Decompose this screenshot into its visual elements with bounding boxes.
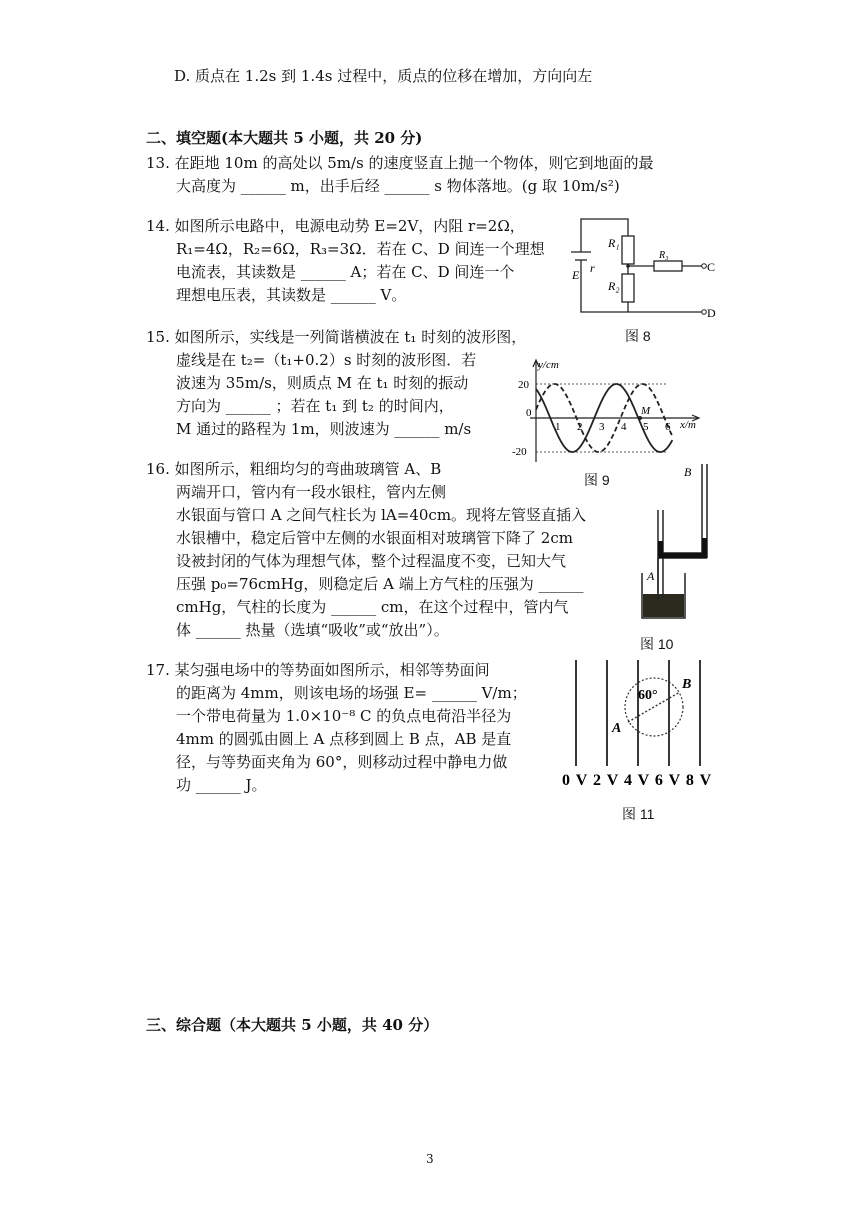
q17-line-2: 的距离为 4mm，则该电场的场强 E= ______ V/m； (176, 684, 527, 702)
tick-origin: 0 (526, 407, 532, 419)
label-r: r (590, 261, 595, 275)
figure-9-wave (508, 354, 708, 466)
q13-line-2: 大高度为 ______ m，出手后经 ______ s 物体落地。(g 取 10m/s²) (176, 177, 620, 195)
label-a: A (647, 569, 655, 583)
label-angle: 60° (638, 688, 658, 703)
label-d: D (707, 306, 716, 320)
label-a: A (612, 721, 622, 736)
figure-11-equipotential (556, 656, 718, 792)
figure-10-caption: 图 10 (640, 636, 674, 652)
figure-8-caption: 图 8 (625, 328, 651, 344)
mercury-bottom (663, 553, 707, 558)
resistor-r1 (622, 236, 634, 264)
q17-line-3: 一个带电荷量为 1.0×10⁻⁸ C 的负点电荷沿半径为 (176, 707, 512, 725)
label-r1: R₁ (608, 236, 620, 250)
label-c: C (707, 260, 716, 274)
voltage-labels: 0 V 2 V 4 V 6 V 8 V (562, 772, 713, 789)
q15-line-5: M 通过的路程为 1m，则波速为 ______ m/s (176, 420, 472, 438)
tick-x-1: 1 (555, 421, 561, 433)
q16-line-8: 体 ______ 热量（选填“吸收”或“放出”）。 (176, 621, 449, 639)
label-e: E (572, 268, 580, 282)
q15-line-2: 虚线是在 t₂=（t₁+0.2）s 时刻的波形图．若 (176, 351, 477, 369)
q14-line-2: R₁=4Ω，R₂=6Ω，R₃=3Ω．若在 C、D 间连一个理想 (176, 240, 545, 258)
q16-line-7: cmHg，气柱的长度为 ______ cm，在这个过程中，管内气 (176, 598, 569, 616)
q17-line-5: 径，与等势面夹角为 60°，则移动过程中静电力做 (176, 753, 508, 771)
q16-line-4: 水银槽中，稳定后管中左侧的水银面相对玻璃管下降了 2cm (176, 529, 573, 547)
q17-line-1: 17. 某匀强电场中的等势面如图所示，相邻等势面间 (146, 661, 490, 679)
figure-10-tube (630, 458, 720, 628)
q13-line-1: 13. 在距地 10m 的高处以 5m/s 的速度竖直上抛一个物体，则它到地面的最 (146, 154, 654, 172)
label-r3: R₃ (659, 250, 669, 261)
q16-line-6: 压强 p₀=76cmHg，则稳定后 A 端上方气柱的压强为 ______ (176, 575, 584, 593)
axis-x-label: x/m (680, 419, 696, 431)
resistor-r2 (622, 274, 634, 302)
q17-line-6: 功 ______ J。 (176, 776, 267, 794)
q14-line-3: 电流表，其读数是 ______ A；若在 C、D 间连一个 (176, 263, 515, 281)
tick-x-3: 3 (599, 421, 605, 433)
label-m: M (641, 405, 651, 417)
label-b: B (684, 465, 692, 479)
q12-option-d: D. 质点在 1.2s 到 1.4s 过程中，质点的位移在增加，方向向左 (174, 67, 593, 85)
tick-x-6: 6 (665, 421, 671, 433)
figure-9-caption: 图 9 (584, 472, 610, 488)
q16-line-2: 两端开口，管内有一段水银柱，管内左侧 (176, 483, 447, 501)
tick-y-neg20: -20 (512, 446, 527, 458)
q15-line-1: 15. 如图所示，实线是一列简谐横波在 t₁ 时刻的波形图， (146, 328, 527, 346)
section3-title: 三、综合题（本大题共 5 小题，共 40 分） (146, 1016, 439, 1034)
q15-line-4: 方向为 ______ ；若在 t₁ 到 t₂ 的时间内， (176, 397, 454, 415)
figure-11-caption: 图 11 (622, 806, 655, 822)
mercury-left (658, 541, 663, 558)
q14-line-4: 理想电压表，其读数是 ______ V。 (176, 286, 407, 304)
q14-line-1: 14. 如图所示电路中，电源电动势 E=2V，内阻 r=2Ω， (146, 217, 525, 235)
figure-8-circuit (566, 214, 716, 320)
q16-line-3: 水银面与管口 A 之间气柱长为 lA=40cm。现将左管竖直插入 (176, 506, 587, 524)
q16-line-1: 16. 如图所示，粗细均匀的弯曲玻璃管 A、B (146, 460, 442, 478)
mercury-right (702, 538, 707, 558)
q15-line-3: 波速为 35m/s，则质点 M 在 t₁ 时刻的振动 (176, 374, 469, 392)
resistor-r3 (654, 261, 682, 271)
dotted-circle (625, 678, 683, 736)
tick-y-20: 20 (518, 379, 529, 391)
label-b: B (682, 677, 692, 692)
page-number: 3 (426, 1152, 434, 1166)
q16-line-5: 设被封闭的气体为理想气体，整个过程温度不变，已知大气 (176, 552, 567, 570)
label-r2: R₂ (608, 279, 620, 293)
tick-x-2: 2 (577, 421, 583, 433)
tick-x-4: 4 (621, 421, 627, 433)
q17-line-4: 4mm 的圆弧由圆上 A 点移到圆上 B 点，AB 是直 (176, 730, 512, 748)
axis-y-label: y/cm (538, 359, 559, 371)
section2-title: 二、填空题(本大题共 5 小题，共 20 分) (146, 129, 423, 147)
tick-x-5: 5 (643, 421, 649, 433)
